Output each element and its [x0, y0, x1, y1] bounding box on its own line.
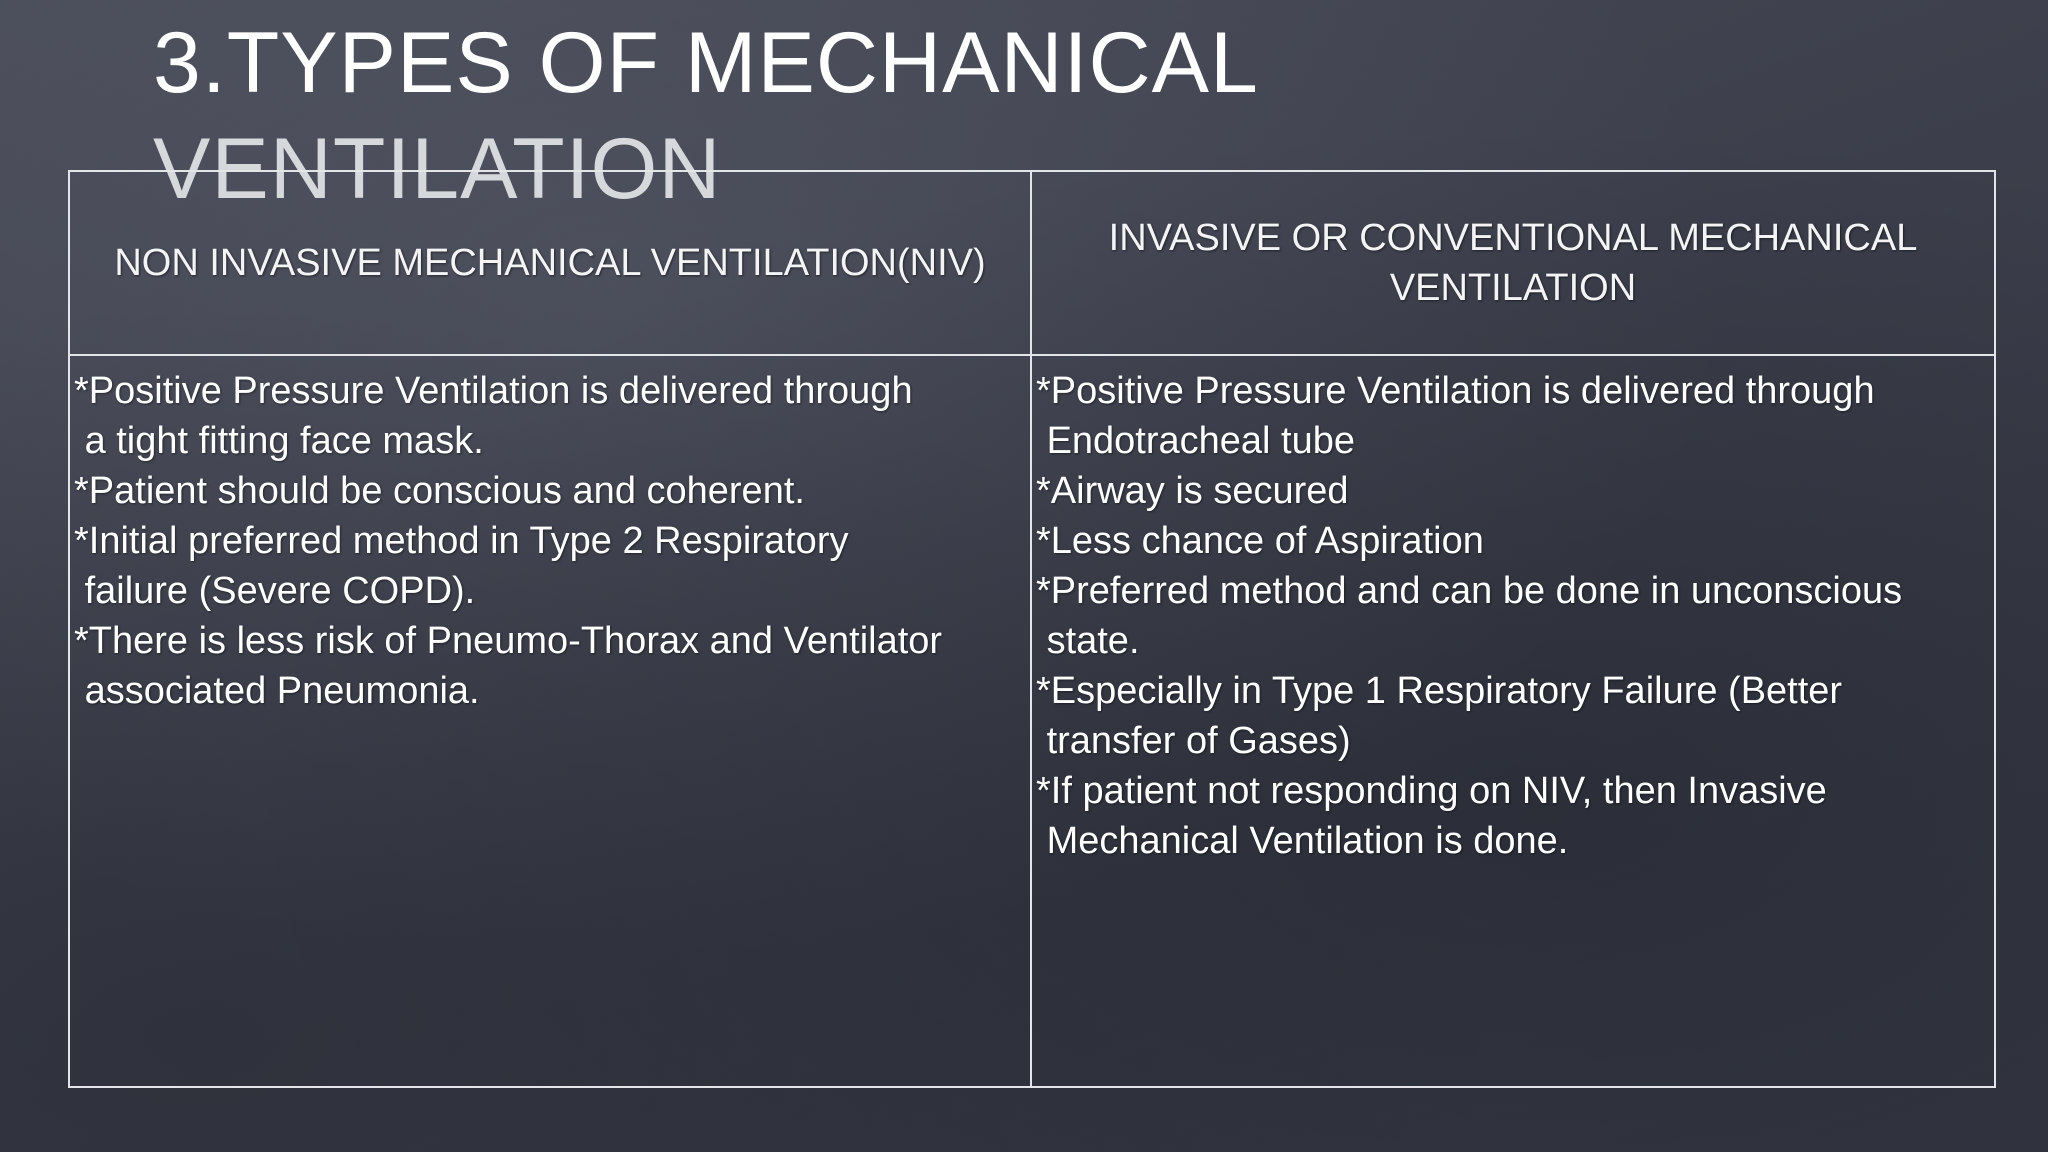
header-niv: NON INVASIVE MECHANICAL VENTILATION(NIV) — [69, 171, 1031, 355]
invasive-cell — [1031, 355, 1995, 1087]
niv-point: *Initial preferred method in Type 2 Respiratory failure (Severe COPD). — [74, 520, 849, 612]
niv-cell — [69, 355, 1031, 1087]
invasive-point: *Preferred method and can be done in unconscious state. — [1036, 570, 1903, 662]
invasive-point: *Less chance of Aspiration — [1036, 520, 1484, 562]
table-body-row — [69, 355, 1995, 1087]
niv-point: *Patient should be conscious and coherent. — [74, 470, 805, 512]
invasive-point: *If patient not responding on NIV, then Invasive Mechanical Ventilation is done. — [1036, 770, 1827, 862]
slide-title-line-2: VENTILATION — [153, 121, 722, 217]
comparison-table — [68, 170, 1996, 1088]
slide-title-line-1: 3.TYPES OF MECHANICAL — [153, 15, 1259, 111]
invasive-point: *Positive Pressure Ventilation is delivered through Endotracheal tube — [1036, 370, 1875, 462]
niv-point: *There is less risk of Pneumo-Thorax and Ventilator associated Pneumonia. — [74, 620, 943, 712]
header-invasive: INVASIVE OR CONVENTIONAL MECHANICAL VENTILATION — [1031, 171, 1995, 355]
invasive-point: *Airway is secured — [1036, 470, 1349, 512]
invasive-point: *Especially in Type 1 Respiratory Failure (Better transfer of Gases) — [1036, 670, 1843, 762]
niv-point: *Positive Pressure Ventilation is delivered through a tight fitting face mask. — [74, 370, 913, 462]
table-header-row — [69, 171, 1995, 355]
